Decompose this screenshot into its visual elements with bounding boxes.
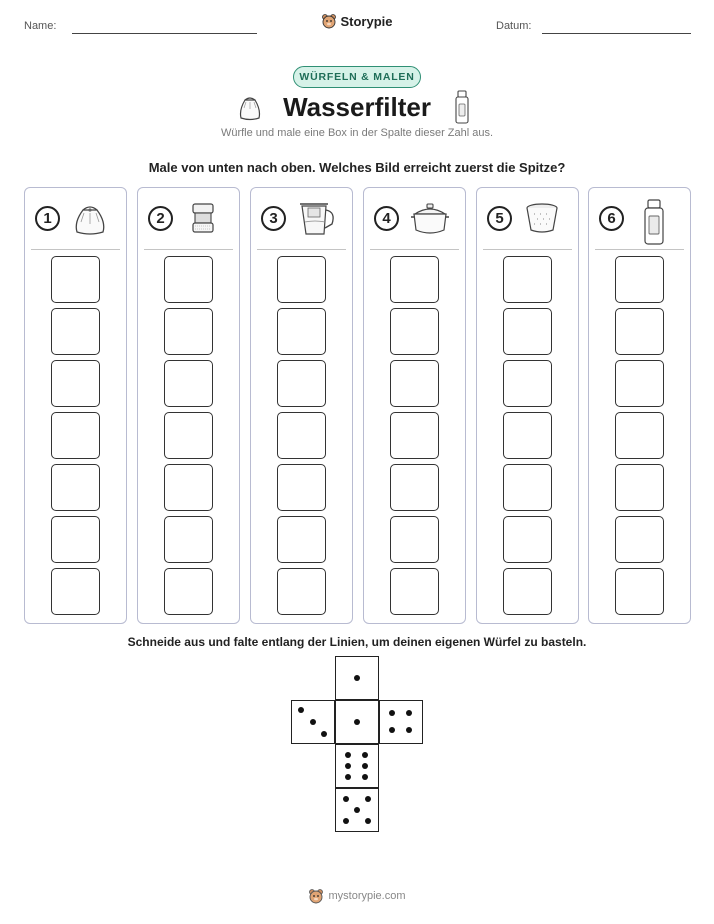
column-header <box>251 188 352 250</box>
color-box[interactable] <box>390 308 439 355</box>
color-box[interactable] <box>390 516 439 563</box>
color-box[interactable] <box>164 360 213 407</box>
color-box[interactable] <box>164 568 213 615</box>
color-box[interactable] <box>390 256 439 303</box>
pip <box>354 807 360 813</box>
instruction: Male von unten nach oben. Welches Bild erreicht zuerst die Spitze? <box>148 160 566 175</box>
column-1 <box>24 187 127 624</box>
subtitle: Würfle und male eine Box in der Spalte dieser Zahl aus. <box>220 127 494 139</box>
color-box[interactable] <box>615 308 664 355</box>
pip <box>362 763 368 769</box>
column-6 <box>588 187 691 624</box>
storypie-mascot-icon <box>308 888 324 904</box>
pip <box>362 752 368 758</box>
color-box[interactable] <box>503 360 552 407</box>
column-header <box>589 188 690 250</box>
number-circle: 4 <box>374 206 399 231</box>
column-divider <box>257 249 346 250</box>
column-divider <box>370 249 459 250</box>
color-box[interactable] <box>390 464 439 511</box>
pip <box>310 719 316 725</box>
name-line[interactable] <box>72 33 257 34</box>
color-box[interactable] <box>503 464 552 511</box>
pip <box>389 727 395 733</box>
color-box[interactable] <box>164 464 213 511</box>
pip <box>345 752 351 758</box>
column-divider <box>31 249 120 250</box>
color-box[interactable] <box>51 360 100 407</box>
pip <box>345 763 351 769</box>
color-box[interactable] <box>503 516 552 563</box>
color-box[interactable] <box>503 412 552 459</box>
column-divider <box>144 249 233 250</box>
color-box[interactable] <box>51 256 100 303</box>
color-box[interactable] <box>164 256 213 303</box>
color-box[interactable] <box>503 568 552 615</box>
die-face-1b <box>335 700 379 744</box>
pip <box>345 774 351 780</box>
date-line[interactable] <box>542 33 691 34</box>
color-box[interactable] <box>277 516 326 563</box>
color-box[interactable] <box>51 412 100 459</box>
pip <box>343 818 349 824</box>
pip <box>365 818 371 824</box>
brand-logo <box>0 13 714 29</box>
color-box[interactable] <box>390 412 439 459</box>
date-label: Datum: <box>496 20 532 32</box>
column-header <box>364 188 465 250</box>
column-3 <box>250 187 353 624</box>
activity-tag: WÜRFELN & MALEN <box>293 66 421 88</box>
filter-bottle-icon <box>452 89 472 125</box>
pip <box>389 710 395 716</box>
number-circle: 2 <box>148 206 173 231</box>
die-face-6 <box>335 744 379 788</box>
color-box[interactable] <box>277 308 326 355</box>
storypie-mascot-icon <box>321 13 337 29</box>
pip <box>406 727 412 733</box>
color-box[interactable] <box>390 568 439 615</box>
color-box[interactable] <box>615 568 664 615</box>
pip <box>354 675 360 681</box>
column-divider <box>483 249 572 250</box>
name-label: Name: <box>24 20 57 32</box>
color-box[interactable] <box>277 464 326 511</box>
pip <box>365 796 371 802</box>
color-box[interactable] <box>277 568 326 615</box>
water-filter-pitcher-icon <box>296 198 338 238</box>
color-box[interactable] <box>615 256 664 303</box>
pip <box>362 774 368 780</box>
color-box[interactable] <box>51 516 100 563</box>
color-box[interactable] <box>51 464 100 511</box>
color-box[interactable] <box>615 464 664 511</box>
color-box[interactable] <box>164 516 213 563</box>
number-circle: 1 <box>35 206 60 231</box>
color-box[interactable] <box>277 360 326 407</box>
die-face-5 <box>335 788 379 832</box>
color-box[interactable] <box>277 256 326 303</box>
column-2 <box>137 187 240 624</box>
color-box[interactable] <box>277 412 326 459</box>
column-5 <box>476 187 579 624</box>
color-box[interactable] <box>615 360 664 407</box>
filter-cup-icon <box>522 198 562 238</box>
die-face-3 <box>291 700 335 744</box>
brand-name: Storypie <box>340 13 393 29</box>
cut-instruction: Schneide aus und falte entlang der Linien, um deinen eigenen Würfel zu basteln. <box>127 635 587 649</box>
color-box[interactable] <box>51 568 100 615</box>
column-header <box>138 188 239 250</box>
pip <box>343 796 349 802</box>
die-face-4 <box>379 700 423 744</box>
footer-url[interactable]: mystorypie.com <box>328 890 406 902</box>
filter-cartridge-icon <box>183 198 223 238</box>
footer <box>0 888 714 904</box>
number-circle: 5 <box>487 206 512 231</box>
column-4 <box>363 187 466 624</box>
color-box[interactable] <box>615 412 664 459</box>
page-title: Wasserfilter <box>283 92 431 122</box>
die-face-1 <box>335 656 379 700</box>
column-header <box>25 188 126 250</box>
pot-icon <box>409 198 451 238</box>
color-box[interactable] <box>503 308 552 355</box>
color-box[interactable] <box>51 308 100 355</box>
color-box[interactable] <box>615 516 664 563</box>
pip <box>321 731 327 737</box>
column-divider <box>595 249 684 250</box>
color-box[interactable] <box>503 256 552 303</box>
filter-bottle-icon <box>634 198 674 246</box>
pip <box>354 719 360 725</box>
color-box[interactable] <box>164 308 213 355</box>
number-circle: 6 <box>599 206 624 231</box>
pip <box>406 710 412 716</box>
pip <box>298 707 304 713</box>
color-box[interactable] <box>164 412 213 459</box>
drawstring-bag-icon <box>70 198 110 238</box>
column-header <box>477 188 578 250</box>
color-box[interactable] <box>390 360 439 407</box>
number-circle: 3 <box>261 206 286 231</box>
columns-board <box>24 187 691 624</box>
